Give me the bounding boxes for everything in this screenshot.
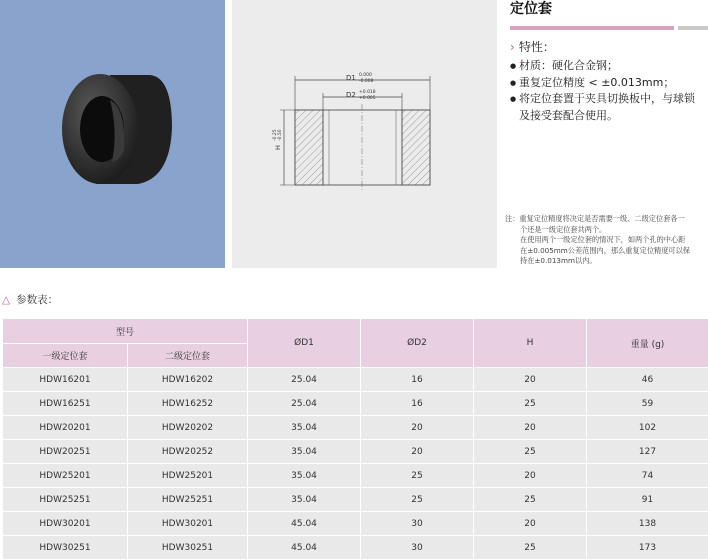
d2-tol-bottom: +0.005 [359, 95, 376, 101]
cell-d2: 16 [361, 368, 474, 392]
bushing-image [0, 0, 225, 268]
cell-h: 20 [474, 464, 587, 488]
title-underline-grey [678, 26, 708, 30]
note-line: 持在±0.013mm以内。 [505, 256, 705, 267]
cell-h: 20 [474, 416, 587, 440]
note-line: 在±0.005mm公差范围内，那么重复定位精度可以保 [505, 246, 705, 257]
cell-d2: 25 [361, 464, 474, 488]
features-list [510, 58, 705, 124]
header-model: 型号 [3, 319, 248, 344]
cell-level1: HDW16251 [3, 392, 128, 416]
cell-d2: 20 [361, 440, 474, 464]
cell-d1: 35.04 [248, 416, 361, 440]
cell-level2: HDW25251 [128, 488, 248, 512]
cell-level1: HDW25251 [3, 488, 128, 512]
cell-h: 25 [474, 488, 587, 512]
cell-d2: 30 [361, 512, 474, 536]
cell-d2: 25 [361, 488, 474, 512]
note-block [505, 214, 705, 267]
chevron-right-icon: › [510, 40, 515, 54]
features-heading [510, 38, 555, 55]
cell-level1: HDW20251 [3, 440, 128, 464]
feature-item: ● 材质：硬化合金钢； [510, 58, 705, 75]
d1-tol-top: 0.000 [359, 72, 372, 78]
cell-d1: 35.04 [248, 464, 361, 488]
cell-level2: HDW16252 [128, 392, 248, 416]
cell-d1: 25.04 [248, 368, 361, 392]
features-heading-text: 特性： [519, 40, 555, 54]
cell-d1: 35.04 [248, 440, 361, 464]
table-row [3, 416, 708, 440]
table-row [3, 392, 708, 416]
feature-item: ● 将定位套置于夹具切换板中，与球锁及接受套配合使用。 [510, 91, 705, 124]
cell-d1: 45.04 [248, 536, 361, 560]
param-table-title-text: 参数表： [16, 294, 58, 306]
cell-d2: 20 [361, 416, 474, 440]
table-row [3, 464, 708, 488]
cell-h: 20 [474, 512, 587, 536]
header-d1: ØD1 [248, 319, 361, 368]
cell-weight: 173 [587, 536, 708, 560]
note-line: 在使用两个一级定位套的情况下，如两个孔的中心距 [505, 235, 705, 246]
cell-level1: HDW16201 [3, 368, 128, 392]
cell-weight: 138 [587, 512, 708, 536]
cell-level1: HDW30201 [3, 512, 128, 536]
cell-weight: 102 [587, 416, 708, 440]
technical-drawing [232, 0, 497, 268]
cell-level2: HDW16202 [128, 368, 248, 392]
cell-d1: 45.04 [248, 512, 361, 536]
cell-level2: HDW30251 [128, 536, 248, 560]
cross-section-drawing [232, 0, 497, 268]
cell-level1: HDW30251 [3, 536, 128, 560]
header-level1: 一级定位套 [3, 344, 128, 368]
triangle-icon: △ [2, 294, 10, 306]
h-label: H [274, 145, 282, 150]
cell-h: 20 [474, 368, 587, 392]
cell-h: 25 [474, 536, 587, 560]
table-row [3, 488, 708, 512]
header-level2: 二级定位套 [128, 344, 248, 368]
note-line: 注：重复定位精度将决定是否需要一级、二级定位套各一 [505, 214, 705, 225]
table-row [3, 536, 708, 560]
cell-level1: HDW20201 [3, 416, 128, 440]
cell-level2: HDW25201 [128, 464, 248, 488]
cell-level2: HDW20202 [128, 416, 248, 440]
header-h: H [474, 319, 587, 368]
h-tol-bottom: -0.50 [277, 129, 283, 141]
cell-level2: HDW20252 [128, 440, 248, 464]
title-underline [510, 26, 674, 30]
cell-d2: 30 [361, 536, 474, 560]
d2-tol-top: +0.018 [359, 89, 376, 95]
d2-label: D2 [346, 91, 356, 99]
table-row [3, 512, 708, 536]
cell-weight: 91 [587, 488, 708, 512]
cell-d1: 25.04 [248, 392, 361, 416]
cell-weight: 127 [587, 440, 708, 464]
param-table [2, 318, 708, 560]
cell-level2: HDW30201 [128, 512, 248, 536]
h-tol-top: -0.25 [272, 129, 278, 141]
cell-d2: 16 [361, 392, 474, 416]
cell-weight: 59 [587, 392, 708, 416]
param-table-title [2, 292, 58, 307]
header-d2: ØD2 [361, 319, 474, 368]
cell-weight: 74 [587, 464, 708, 488]
page-title: 定位套 [510, 0, 552, 18]
feature-item: ● 重复定位精度 < ±0.013mm； [510, 75, 705, 92]
table-row [3, 368, 708, 392]
cell-weight: 46 [587, 368, 708, 392]
note-line: 个还是一级定位套共两个。 [505, 225, 705, 236]
d1-label: D1 [346, 74, 356, 82]
header-weight: 重量 (g) [587, 319, 708, 368]
d1-tol-bottom: -0.008 [359, 78, 374, 84]
cell-h: 25 [474, 440, 587, 464]
param-table-body [3, 368, 708, 560]
cell-h: 25 [474, 392, 587, 416]
cell-d1: 35.04 [248, 488, 361, 512]
cell-level1: HDW25201 [3, 464, 128, 488]
product-photo [0, 0, 225, 268]
table-row [3, 440, 708, 464]
